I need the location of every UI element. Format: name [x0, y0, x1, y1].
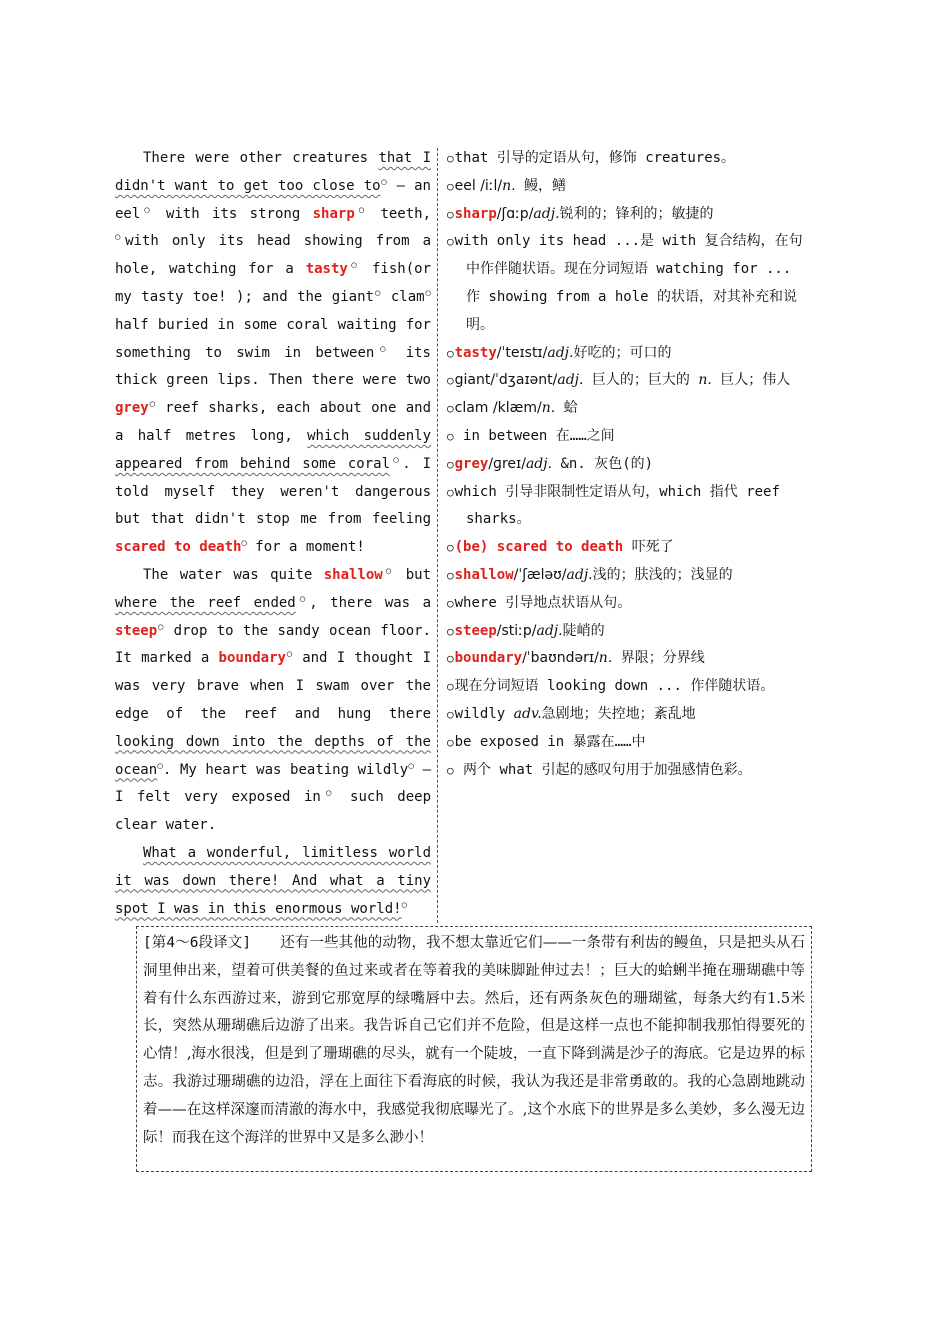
- text-run: with only its head showing from a hole, watching for a: [115, 233, 432, 278]
- circle-icon: ○: [447, 624, 455, 638]
- part-of-speech: n.: [598, 650, 613, 667]
- circle-icon: ○: [447, 485, 455, 499]
- keyword: shallow: [323, 566, 383, 583]
- text-run: its thick green lips. Then there were two: [115, 344, 431, 389]
- note-3: [447, 201, 807, 229]
- part-of-speech: adj.: [547, 344, 574, 361]
- keyword: tasty: [305, 261, 348, 278]
- part-of-speech: adj.: [566, 566, 593, 583]
- note-11: [447, 534, 807, 562]
- circle-icon: ○: [447, 735, 455, 749]
- note-text: 好吃的；可口的: [573, 344, 672, 361]
- phonetic: /ˈbaʊndərɪ/: [522, 650, 599, 667]
- note-text: 蛤: [555, 400, 578, 417]
- note-text: 急剧地；失控地；紊乱地: [541, 705, 696, 722]
- note-text: 巨人的；巨大的: [583, 372, 699, 389]
- circle-icon: ○: [447, 652, 455, 666]
- phonetic: /ˈʃæləʊ/: [513, 566, 567, 583]
- note-text: 现在分词短语 looking down ... 作伴随状语。: [454, 678, 775, 695]
- note-marker: ○: [424, 288, 431, 299]
- note-marker: ○: [295, 594, 310, 605]
- underlined-clause: which suddenly appeared from behind some coral: [115, 427, 431, 472]
- text-run: . I told myself they weren't dangerous but that didn't stop me from feeling: [115, 455, 431, 528]
- circle-icon: ○: [447, 402, 455, 416]
- note-5: [447, 340, 807, 368]
- underlined-clause: that I didn't want to get too close to: [115, 150, 431, 194]
- phonetic: giant/ˈdʒaɪənt/: [454, 372, 558, 389]
- translation-heading: [第4～6段译文]: [143, 935, 252, 951]
- note-marker: ○: [157, 621, 165, 632]
- note-4: [447, 228, 807, 339]
- part-of-speech: n.: [698, 372, 712, 389]
- text-run: . My heart was beating wildly: [162, 761, 409, 778]
- text-run: The water was quite: [143, 566, 324, 583]
- circle-icon: ○: [447, 346, 455, 360]
- phonetic: /stiːp/: [496, 622, 537, 639]
- part-of-speech: adj.: [525, 455, 553, 472]
- note-marker: ○: [354, 204, 369, 215]
- note-marker: ○: [390, 455, 403, 466]
- passage-paragraph-2: [115, 562, 431, 840]
- note-text: which 引导非限制性定语从句，which 指代 reef sharks。: [454, 483, 780, 528]
- keyword: boundary: [218, 650, 286, 667]
- circle-icon: ○: [447, 235, 455, 249]
- note-text: eel /iːl/: [454, 177, 503, 194]
- note-text: that 引导的定语从句，修饰 creatures。: [454, 150, 736, 166]
- part-of-speech: n.: [541, 400, 556, 417]
- circle-icon: ○: [447, 457, 455, 471]
- note-14: [447, 618, 807, 646]
- note-marker: ○: [115, 232, 126, 243]
- note-marker: ○: [347, 260, 361, 271]
- text-run: teeth,: [368, 205, 432, 222]
- underlined-clause: What a wonderful, limitless world it was down there! And what a tiny spot I was in this enormous world!: [115, 844, 431, 917]
- text-run: but: [394, 566, 432, 583]
- note-marker: ○: [374, 343, 392, 354]
- note-marker: ○: [380, 177, 388, 188]
- note-17: [447, 701, 807, 729]
- circle-icon: ○: [447, 152, 455, 165]
- keyword: steep: [454, 622, 497, 639]
- note-text: 吓死了: [623, 539, 674, 556]
- column-divider: [437, 148, 438, 923]
- text-run: reef sharks, each about one and a half metres long,: [115, 400, 432, 444]
- keyword: steep: [115, 622, 158, 639]
- note-8: [447, 423, 807, 451]
- keyword: (be) scared to death: [454, 539, 624, 556]
- note-13: [447, 590, 807, 618]
- keyword: shallow: [454, 566, 514, 583]
- keyword: scared to death: [115, 539, 242, 556]
- keyword: tasty: [454, 344, 497, 361]
- note-text: 界限；分界线: [612, 650, 705, 667]
- circle-icon: ○: [447, 541, 455, 555]
- note-1: [447, 145, 807, 173]
- note-marker: ○: [148, 399, 156, 410]
- phonetic: /ɡreɪ/: [488, 455, 526, 472]
- note-6: [447, 367, 807, 395]
- text-run: There were other creatures: [143, 150, 379, 166]
- text-run: fish(or my tasty toe! ); and the giant: [115, 261, 431, 305]
- phonetic: /ʃɑːp/: [496, 205, 534, 222]
- note-marker: ○: [408, 760, 414, 771]
- note-marker: ○: [241, 538, 247, 549]
- note-text: 鳗，鳝: [515, 177, 567, 194]
- text-run: and I thought I was very brave when I swam over the edge of the reef and hung there: [115, 650, 432, 722]
- note-marker: ○: [140, 204, 154, 215]
- circle-icon: ○: [447, 179, 455, 193]
- text-run: clam: [381, 288, 425, 305]
- part-of-speech: adj.: [536, 622, 563, 639]
- text-run: — I felt very exposed in: [115, 761, 432, 806]
- note-10: [447, 479, 807, 535]
- keyword: grey: [115, 400, 149, 417]
- note-text: be exposed in 暴露在……中: [454, 733, 646, 750]
- note-text: 浅的；肤浅的；浅显的: [592, 566, 733, 583]
- note-marker: ○: [157, 760, 163, 771]
- part-of-speech: n.: [502, 177, 516, 194]
- part-of-speech: adj.: [533, 205, 560, 222]
- circle-icon: ○: [447, 596, 455, 610]
- passage-paragraph-3: [115, 840, 431, 923]
- circle-icon: ○: [447, 374, 455, 388]
- underlined-clause: where the reef ended: [115, 594, 296, 611]
- note-marker: ○: [401, 899, 407, 910]
- note-text: 两个 what 引起的感叹句用于加强感情色彩。: [454, 761, 752, 778]
- text-run: such deep clear water.: [115, 789, 431, 834]
- note-text: 巨人；伟人: [711, 372, 791, 389]
- phonetic: /ˈteɪstɪ/: [496, 344, 548, 361]
- text-run: half buried in some coral waiting for something to swim in between: [115, 316, 431, 361]
- text-run: for a moment!: [246, 539, 365, 556]
- keyword: grey: [454, 455, 489, 472]
- part-of-speech: adv.: [513, 705, 542, 722]
- note-18: [447, 729, 807, 757]
- text-run: , there was a: [309, 594, 431, 611]
- notes-column: [447, 145, 807, 784]
- note-19: [447, 757, 807, 785]
- circle-icon: ○: [447, 207, 455, 221]
- translation-box: [136, 926, 812, 1172]
- note-marker: ○: [320, 788, 337, 799]
- circle-icon: ○: [447, 568, 455, 582]
- text-run: with its strong: [153, 205, 313, 222]
- part-of-speech: adj.: [557, 372, 584, 389]
- note-marker: ○: [285, 649, 293, 660]
- translation-text: 还有一些其他的动物，我不想太靠近它们——一条带有利齿的鳗鱼，只是把头从石洞里伸出来，望着可供美餐的鱼过来或者在等着我的美味脚趾伸过去！；巨大的蛤蜊半掩在珊瑚礁中等着有什么东西游过来，游到它那宽厚的绿嘴唇中去。然后，还有两条灰色的珊瑚鲨，每条大约有1.5米长，突然从珊瑚礁后边游了出来。我告诉自己它们并不危险，但是这样一点也不能抑制我那怕得要死的心情！,海水很浅，但是到了珊瑚礁的尽头，就有一个陡坡，一直下降到满是沙子的海底。它是边界的标志。我游过珊瑚礁的边沿，浮在上面往下看海底的时候，我认为我还是非常勇敢的。我的心急剧地跳动着——在这样深邃而清澈的海水中，我感觉我彻底曝光了。,这个水底下的世界是多么美妙，多么漫无边际！而我在这个海洋的世界中又是多么渺小！: [143, 935, 806, 1146]
- circle-icon: ○: [447, 429, 455, 443]
- note-text: 锐利的；锋利的；敏捷的: [559, 205, 714, 222]
- keyword: sharp: [312, 205, 355, 222]
- passage-paragraph-1: [115, 145, 431, 562]
- note-15: [447, 645, 807, 673]
- note-7: [447, 395, 807, 423]
- note-text: with only its head ...是 with 复合结构，在句中作伴随状语。现在分词短语 watching for ... 作 showing from a hole 的状语，对其补充和说明。: [454, 233, 803, 333]
- circle-icon: ○: [447, 763, 455, 777]
- note-12: [447, 562, 807, 590]
- circle-icon: ○: [447, 707, 455, 721]
- note-marker: ○: [373, 288, 382, 299]
- note-16: [447, 673, 807, 701]
- note-2: [447, 173, 807, 201]
- note-text: wildly: [454, 705, 514, 722]
- circle-icon: ○: [447, 680, 455, 694]
- text-run: drop to the sandy ocean floor. It marked a: [115, 622, 431, 667]
- keyword: boundary: [454, 650, 523, 667]
- phonetic: clam /klæm/: [454, 400, 542, 417]
- note-text: 陡峭的: [562, 622, 605, 639]
- text-run: — an eel: [115, 177, 431, 222]
- keyword: sharp: [454, 205, 497, 222]
- note-text: &n. 灰色(的): [552, 455, 654, 472]
- note-marker: ○: [382, 566, 395, 577]
- underlined-clause: looking down into the depths of the ocean: [115, 733, 431, 778]
- note-text: in between 在……之间: [454, 427, 615, 444]
- note-text: where 引导地点状语从句。: [454, 594, 632, 611]
- english-passage: [115, 145, 431, 923]
- note-9: [447, 451, 807, 479]
